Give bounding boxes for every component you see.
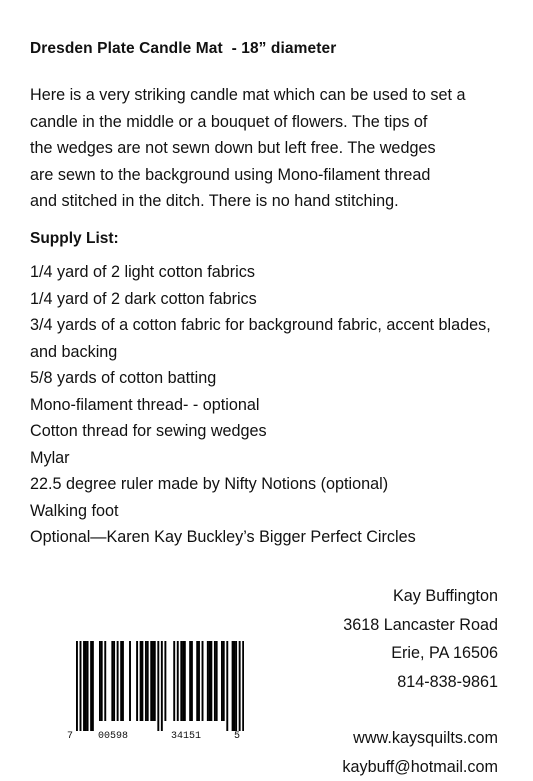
contact-block (342, 582, 498, 781)
barcode-bar (150, 641, 152, 721)
supply-list (30, 259, 500, 551)
intro-line: Here is a very striking candle mat which can be used to set a (30, 82, 520, 109)
barcode-bar (145, 641, 147, 721)
supply-item: 5/8 yards of cotton batting (30, 365, 500, 392)
barcode-bar (140, 641, 142, 721)
contact-street: 3618 Lancaster Road (342, 611, 498, 640)
barcode-bar (76, 641, 78, 731)
upc-barcode (76, 641, 244, 745)
barcode-bar (157, 641, 159, 731)
barcode-bar (214, 641, 216, 721)
supply-item: Cotton thread for sewing wedges (30, 418, 500, 445)
contact-city: Erie, PA 16506 (342, 639, 498, 668)
barcode-digit-first: 7 (67, 731, 73, 742)
barcode-bar (92, 641, 94, 731)
barcode-bar (182, 641, 184, 721)
barcode-bar (221, 641, 223, 721)
contact-name: Kay Buffington (342, 582, 498, 611)
barcode-bar (136, 641, 138, 721)
intro-paragraph (30, 82, 520, 215)
pattern-title: Dresden Plate Candle Mat - 18” diameter (30, 40, 336, 58)
barcode-bar (129, 641, 131, 721)
barcode-bar (233, 641, 235, 731)
intro-line: are sewn to the background using Mono-filament thread (30, 162, 520, 189)
barcode-bar (113, 641, 115, 721)
barcode-bar (226, 641, 228, 731)
intro-line: the wedges are not sewn down but left free. The wedges (30, 135, 520, 162)
supply-item: Mylar (30, 445, 500, 472)
intro-line: candle in the middle or a bouquet of flowers. The tips of (30, 109, 520, 136)
barcode-bar (177, 641, 179, 721)
barcode-bar (117, 641, 119, 721)
barcode-bar (202, 641, 204, 721)
barcode-bar (164, 641, 166, 721)
barcode-bar (85, 641, 87, 731)
barcode-digit-last: 5 (234, 731, 240, 742)
barcode-bar (191, 641, 193, 721)
supply-item: 3/4 yards of a cotton fabric for background fabric, accent blades, and backing (30, 312, 500, 365)
barcode-bar (104, 641, 106, 721)
barcode-bar (184, 641, 186, 721)
contact-email: kaybuff@hotmail.com (342, 753, 498, 781)
intro-line: and stitched in the ditch. There is no hand stitching. (30, 188, 520, 215)
barcode-bar (87, 641, 89, 731)
barcode-bar (210, 641, 212, 721)
barcode-bar (101, 641, 103, 721)
supply-item: Optional—Karen Kay Buckley’s Bigger Perfect Circles (30, 524, 500, 551)
barcode-bar (152, 641, 154, 721)
contact-phone: 814-838-9861 (342, 668, 498, 697)
barcode-bar (122, 641, 124, 721)
barcode-bar (161, 641, 163, 731)
barcode-bar (141, 641, 143, 721)
barcode-bar (173, 641, 175, 721)
barcode-group-left: 00598 (98, 731, 128, 742)
barcode-bar (235, 641, 237, 731)
barcode-bar (180, 641, 182, 721)
barcode-digits (76, 731, 244, 745)
barcode-group-right: 34151 (171, 731, 201, 742)
barcode-bar (232, 641, 234, 731)
contact-website: www.kaysquilts.com (342, 724, 498, 753)
barcode-bar (80, 641, 82, 731)
supply-item: Walking foot (30, 498, 500, 525)
barcode-bar (216, 641, 218, 721)
barcode-bar (223, 641, 225, 721)
barcode-bar (209, 641, 211, 721)
barcode-bar (239, 641, 241, 731)
barcode-bar (189, 641, 191, 721)
supply-item: 1/4 yard of 2 dark cotton fabrics (30, 286, 500, 313)
barcode-bar (198, 641, 200, 721)
barcode-bar (196, 641, 198, 721)
barcode-bar (207, 641, 209, 721)
supply-item: 1/4 yard of 2 light cotton fabrics (30, 259, 500, 286)
barcode-bar (99, 641, 101, 721)
barcode-bar (242, 641, 244, 731)
barcode-bar (90, 641, 92, 731)
barcode-bar (147, 641, 149, 721)
barcode-bar (111, 641, 113, 721)
barcode-bar (120, 641, 122, 721)
barcode-bars (76, 641, 244, 731)
barcode-bar (154, 641, 156, 721)
supply-item: 22.5 degree ruler made by Nifty Notions (optional) (30, 471, 500, 498)
supply-item: Mono-filament thread- - optional (30, 392, 500, 419)
supply-list-heading: Supply List: (30, 230, 119, 248)
barcode-bar (83, 641, 85, 731)
